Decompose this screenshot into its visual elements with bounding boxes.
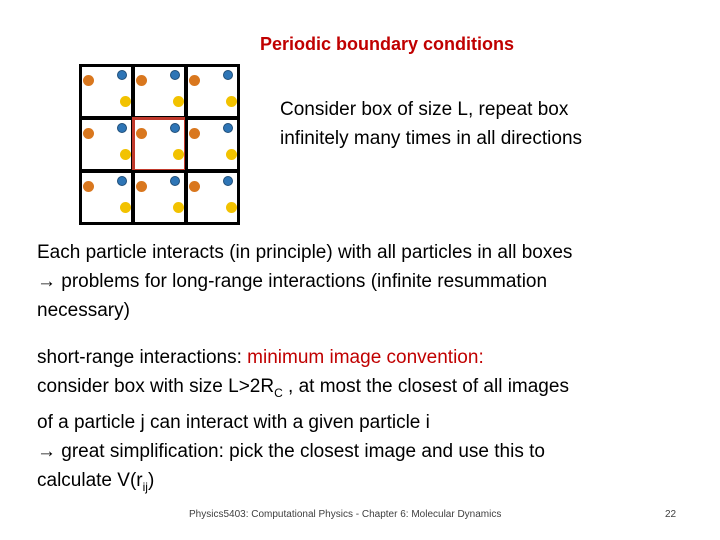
particle-yellow (120, 96, 131, 107)
minimum-image-highlight: minimum image convention: (247, 347, 484, 368)
particle-orange (83, 181, 94, 192)
para2-prefix: short-range interactions: (37, 347, 248, 368)
particle-yellow (173, 149, 184, 160)
para2-line5 (37, 466, 697, 502)
para2-line5-b: ) (147, 469, 155, 491)
particle-blue (117, 176, 127, 186)
particle-yellow (173, 202, 184, 213)
para2-line3: of a particle j can interact with a given particle i (37, 411, 430, 433)
particle-yellow (120, 202, 131, 213)
para2-line2 (37, 372, 697, 408)
paragraph-minimum-image (37, 343, 697, 502)
para1-line3: necessary) (37, 300, 130, 321)
particle-blue (170, 123, 180, 133)
particle-orange (136, 75, 147, 86)
footer-text: Physics5403: Computational Physics - Chapter 6: Molecular Dynamics (189, 509, 502, 520)
particle-blue (170, 176, 180, 186)
particle-yellow (226, 202, 237, 213)
rc-subscript: C (274, 385, 283, 400)
particle-blue (117, 70, 127, 80)
rij-subscript: ij (142, 479, 148, 494)
box-description: Consider box of size L, repeat box infinitely many times in all directions (280, 99, 583, 149)
para1-line1: Each particle interacts (in principle) with all particles in all boxes (37, 242, 573, 263)
particle-yellow (226, 96, 237, 107)
particle-blue (170, 70, 180, 80)
particle-orange (83, 75, 94, 86)
particle-yellow (173, 96, 184, 107)
slide-title: Periodic boundary conditions (259, 34, 515, 54)
page-number: 22 (665, 509, 677, 520)
particle-blue (223, 176, 233, 186)
particle-orange (189, 75, 200, 86)
particle-blue (223, 123, 233, 133)
particle-blue (223, 70, 233, 80)
particle-orange (189, 181, 200, 192)
para1-line2: → problems for long-range interactions (infinite resummation (37, 271, 548, 292)
para2-line2-b: , at most the closest of all images (282, 376, 569, 397)
particle-orange (136, 181, 147, 192)
particle-orange (189, 128, 200, 139)
para2-line4: → great simplification: pick the closest image and use this to (37, 440, 545, 462)
para2-line1 (37, 343, 697, 372)
particle-yellow (120, 149, 131, 160)
particle-yellow (226, 149, 237, 160)
particle-blue (117, 123, 127, 133)
paragraph-interactions (37, 238, 697, 325)
particle-orange (136, 128, 147, 139)
para2-line2-a: consider box with size L>2R (37, 376, 275, 397)
particle-orange (83, 128, 94, 139)
para2-line5-a: calculate V(r (37, 469, 143, 491)
periodic-box-grid (79, 64, 242, 224)
